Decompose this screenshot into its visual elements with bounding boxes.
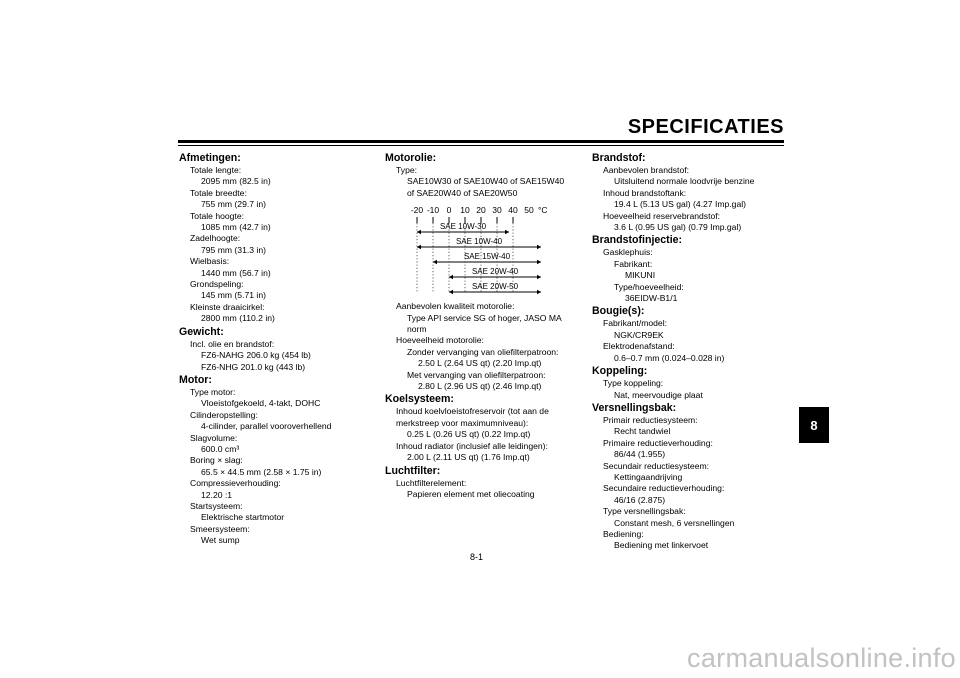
spec-line: Zadelhoogte: <box>190 233 241 244</box>
spec-line: Elektrodenafstand: <box>603 341 675 352</box>
spec-line: Smeersysteem: <box>190 523 250 534</box>
spec-line: Fabrikant: <box>614 258 653 269</box>
spec-line: 12.20 :1 <box>201 489 233 500</box>
section-heading: Brandstofinjectie: <box>592 234 683 247</box>
chart-tick-label: -20 <box>410 205 424 216</box>
section-heading: Bougie(s): <box>592 305 645 318</box>
oil-grade-label: SAE 20W-40 <box>471 267 519 277</box>
chart-tick-label: 20 <box>476 205 486 216</box>
spec-line: 795 mm (31.3 in) <box>201 244 266 255</box>
spec-line: Hoeveelheid reservebrandstof: <box>603 210 721 221</box>
spec-line: MIKUNI <box>625 270 656 281</box>
spec-line: 2.80 L (2.96 US qt) (2.46 Imp.qt) <box>418 381 542 392</box>
chart-tick-label: 50 <box>524 205 534 216</box>
spec-line: Primair reductiesysteem: <box>603 414 698 425</box>
spec-line: Recht tandwiel <box>614 426 671 437</box>
spec-line: 36EIDW-B1/1 <box>625 293 678 304</box>
spec-line: Aanbevolen brandstof: <box>603 165 690 175</box>
spec-line: 1440 mm (56.7 in) <box>201 267 271 278</box>
spec-line: Luchtfilterelement: <box>396 477 467 488</box>
oil-grade-label: SAE 10W-40 <box>455 237 503 247</box>
spec-line: Wielbasis: <box>190 256 230 267</box>
spec-line: Secundair reductiesysteem: <box>603 460 710 471</box>
spec-line: Nat, meervoudige plaat <box>614 389 703 400</box>
spec-line: norm <box>407 324 427 335</box>
spec-line: NGK/CR9EK <box>614 329 664 340</box>
spec-column-3 <box>592 151 792 552</box>
spec-line: Inhoud koelvloeistofreservoir (tot aan de <box>396 406 549 417</box>
chart-unit-label: °C <box>538 205 548 216</box>
chapter-tab: 8 <box>799 407 829 443</box>
spec-line: FZ6-NAHG 206.0 kg (454 lb) <box>201 350 311 361</box>
spec-line: 2.00 L (2.11 US qt) (1.76 Imp.qt) <box>407 452 530 463</box>
spec-line: 1085 mm (42.7 in) <box>201 222 271 233</box>
spec-line: Papieren element met oliecoating <box>407 488 535 499</box>
spec-line: Startsysteem: <box>190 500 243 511</box>
spec-line: Bediening: <box>603 528 644 539</box>
spec-line: 2095 mm (82.5 in) <box>201 176 271 187</box>
spec-column-2 <box>385 151 585 500</box>
oil-grade-arrow-left <box>449 290 453 294</box>
spec-line: Type motor: <box>190 386 236 397</box>
spec-line: Constant mesh, 6 versnellingen <box>614 517 735 528</box>
spec-line: Aanbevolen kwaliteit motorolie: <box>396 301 515 312</box>
spec-line: Incl. olie en brandstof: <box>190 338 275 349</box>
chart-tick-label: 10 <box>460 205 470 216</box>
oil-grade-arrow-right <box>505 230 509 234</box>
spec-line: Kettingaandrijving <box>614 471 683 482</box>
section-heading: Motor: <box>179 373 212 386</box>
oil-temperature-chart <box>385 203 575 295</box>
spec-line: Inhoud brandstoftank: <box>603 187 687 198</box>
spec-line: SAE10W30 of SAE10W40 of SAE15W40 <box>407 176 565 187</box>
section-heading: Koelsysteem: <box>385 393 454 406</box>
spec-line: 2800 mm (110.2 in) <box>201 313 275 324</box>
oil-grade-arrow-right <box>537 260 541 264</box>
page-number: 8-1 <box>470 552 484 562</box>
spec-line: Zonder vervanging van oliefilterpatroon: <box>407 346 559 357</box>
spec-line: 0.6–0.7 mm (0.024–0.028 in) <box>614 352 725 363</box>
spec-line: Type/hoeveelheid: <box>614 281 684 292</box>
section-heading: Motorolie: <box>385 152 437 164</box>
oil-grade-arrow-left <box>433 260 437 264</box>
watermark: carmanualsonline.info <box>687 643 956 673</box>
spec-line: Totale hoogte: <box>190 210 244 221</box>
spec-line: 755 mm (29.7 in) <box>201 199 266 210</box>
section-heading: Brandstof: <box>592 152 646 164</box>
oil-grade-arrow-right <box>537 275 541 279</box>
header-rule-thin <box>178 145 784 146</box>
section-heading: Luchtfilter: <box>385 464 441 477</box>
spec-line: 65.5 × 44.5 mm (2.58 × 1.75 in) <box>201 466 322 477</box>
cooling-and-filter-section <box>385 301 585 500</box>
spec-line: Slagvolume: <box>190 432 238 443</box>
spec-line: Uitsluitend normale loodvrije benzine <box>614 176 755 187</box>
spec-line: Grondspeling: <box>190 279 244 290</box>
spec-line: merkstreep voor maximumniveau): <box>396 417 529 428</box>
spec-line: Secundaire reductieverhouding: <box>603 483 725 494</box>
spec-line: Type API service SG of hoger, JASO MA <box>407 312 562 323</box>
spec-line: Hoeveelheid motorolie: <box>396 335 484 346</box>
oil-grade-label: SAE 20W-50 <box>471 282 519 292</box>
spec-line: Inhoud radiator (inclusief alle leidingen): <box>396 440 548 451</box>
chart-tick-label: -10 <box>426 205 440 216</box>
spec-line: Bediening met linkervoet <box>614 540 709 551</box>
oil-grade-arrow-right <box>537 290 541 294</box>
spec-line: Totale breedte: <box>190 187 247 198</box>
spec-line: Compressieverhouding: <box>190 478 281 489</box>
spec-line: 0.25 L (0.26 US qt) (0.22 Imp.qt) <box>407 429 531 440</box>
spec-line: 19.4 L (5.13 US gal) (4.27 Imp.gal) <box>614 199 746 210</box>
oil-grade-arrow-left <box>417 245 421 249</box>
spec-line: Type: <box>396 165 418 175</box>
oil-grade-label: SAE 15W-40 <box>463 252 511 262</box>
spec-line: Elektrische startmotor <box>201 512 285 523</box>
spec-line: Gasklephuis: <box>603 247 653 258</box>
motor-oil-section <box>385 152 585 199</box>
spec-line: Type koppeling: <box>603 378 664 389</box>
spec-line: 2.50 L (2.64 US qt) (2.20 Imp.qt) <box>418 358 542 369</box>
page-title: SPECIFICATIES <box>627 116 784 138</box>
chart-tick-label: 30 <box>492 205 502 216</box>
section-heading: Koppeling: <box>592 365 648 378</box>
spec-line: 600.0 cm³ <box>201 443 240 454</box>
oil-grade-arrow-right <box>537 245 541 249</box>
section-heading: Afmetingen: <box>179 152 241 164</box>
spec-line: Type versnellingsbak: <box>603 506 686 517</box>
spec-line: Kleinste draaicirkel: <box>190 301 265 312</box>
spec-column-1 <box>179 151 379 547</box>
spec-line: Vloeistofgekoeld, 4-takt, DOHC <box>201 398 321 409</box>
oil-grade-label: SAE 10W-30 <box>439 222 487 232</box>
spec-line: Fabrikant/model: <box>603 318 668 329</box>
section-heading: Versnellingsbak: <box>592 401 677 414</box>
spec-line: FZ6-NHG 201.0 kg (443 lb) <box>201 361 306 372</box>
spec-line: 3.6 L (0.95 US gal) (0.79 Imp.gal) <box>614 222 742 233</box>
chart-tick-label: 40 <box>508 205 518 216</box>
spec-line: 145 mm (5.71 in) <box>201 290 266 301</box>
oil-grade-arrow-left <box>417 230 421 234</box>
spec-line: Totale lengte: <box>190 165 242 175</box>
chart-tick-label: 0 <box>446 205 452 216</box>
section-heading: Gewicht: <box>179 325 224 338</box>
spec-line: Wet sump <box>201 535 240 546</box>
spec-line: of SAE20W40 of SAE20W50 <box>407 187 518 198</box>
spec-line: 4-cilinder, parallel vooroverhellend <box>201 421 332 432</box>
spec-line: 46/16 (2.875) <box>614 494 666 505</box>
spec-line: Boring × slag: <box>190 455 243 466</box>
spec-line: Cilinderopstelling: <box>190 409 258 420</box>
spec-line: 86/44 (1.955) <box>614 449 666 460</box>
oil-grade-arrow-left <box>449 275 453 279</box>
spec-line: Primaire reductieverhouding: <box>603 437 713 448</box>
header-rule-thick <box>178 140 784 143</box>
spec-line: Met vervanging van oliefilterpatroon: <box>407 369 546 380</box>
